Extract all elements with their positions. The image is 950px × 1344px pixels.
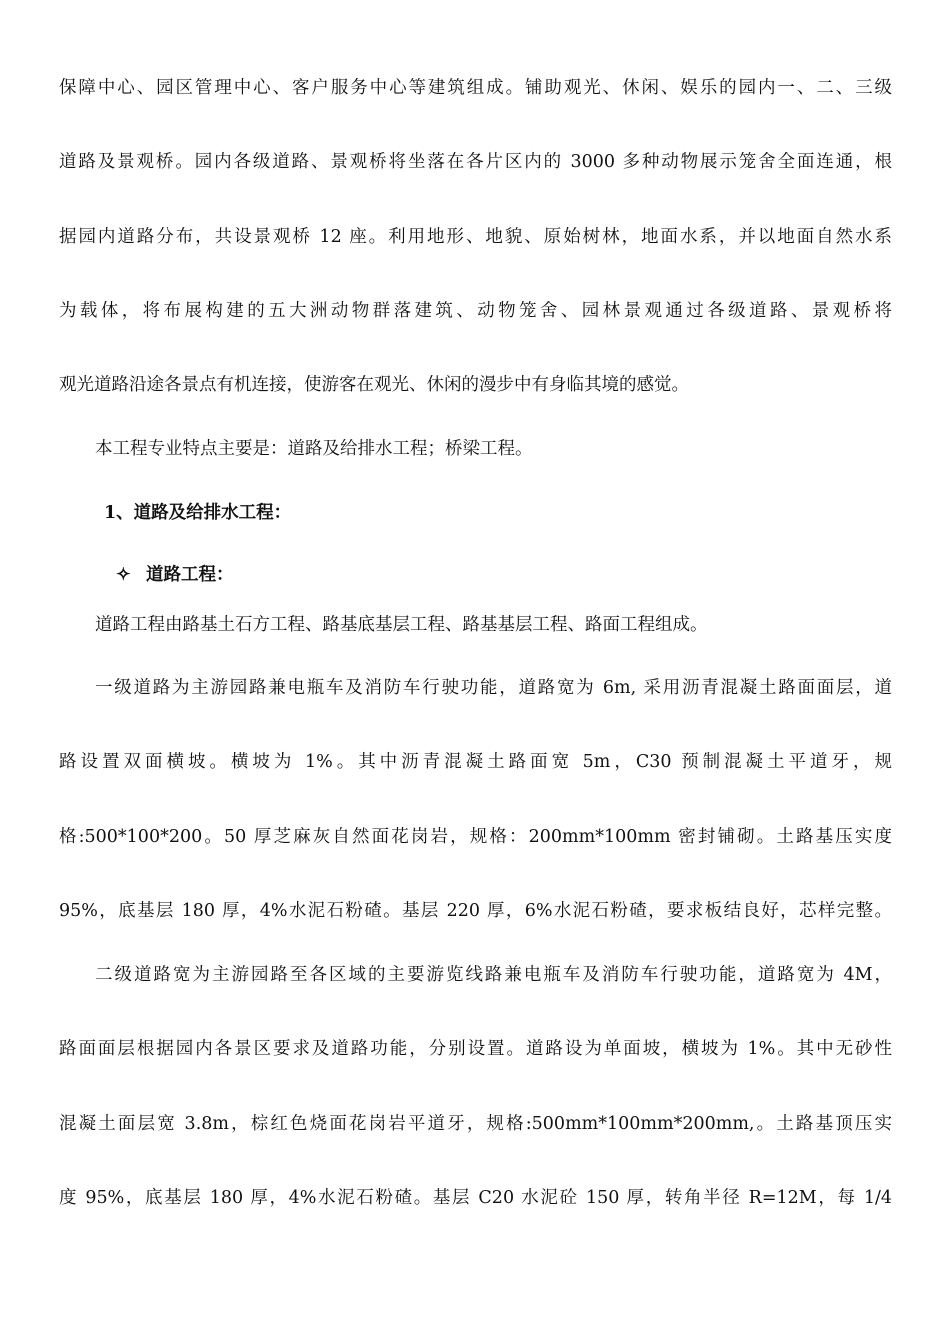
text-line: 保障中心、园区管理中心、客户服务中心等建筑组成。铺助观光、休闲、娱乐的园内一、二、三级 (59, 78, 892, 98)
text-line: 混凝土面层宽 3.8m，棕红色烧面花岗岩平道牙，规格:500mm*100mm*200mm,。土路基顶压实 (59, 1114, 892, 1134)
text-line: 为载体，将布展构建的五大洲动物群落建筑、动物笼舍、园林景观通过各级道路、景观桥将 (59, 301, 892, 321)
text-line: 格:500*100*200。50 厚芝麻灰自然面花岗岩，规格：200mm*100mm 密封铺砌。土路基压实度 (59, 827, 892, 847)
section-heading: 1、道路及给排水工程： (104, 503, 292, 523)
text-line: 本工程专业特点主要是：道路及给排水工程；桥梁工程。 (95, 439, 533, 459)
text-line: 据园内道路分布，共设景观桥 12 座。利用地形、地貌、原始树林，地面水系，并以地面自然水系 (59, 227, 892, 247)
text-line: 二级道路宽为主游园路至各区域的主要游览线路兼电瓶车及消防车行驶功能，道路宽为 4M， (95, 965, 892, 985)
text-line: 道路及景观桥。园内各级道路、景观桥将坐落在各片区内的 3000 多种动物展示笼舍全面连通，根 (59, 152, 892, 172)
text-line: 一级道路为主游园路兼电瓶车及消防车行驶功能，道路宽为 6m, 采用沥青混凝土路面面层，道 (95, 678, 892, 698)
diamond-bullet-icon: ✧ (116, 565, 131, 585)
text-line: 95%，底基层 180 厚，4%水泥石粉碴。基层 220 厚，6%水泥石粉碴，要求板结良好，芯样完整。 (59, 901, 892, 921)
subsection-heading-text: 道路工程： (146, 565, 234, 585)
text-line: 观光道路沿途各景点有机连接，使游客在观光、休闲的漫步中有身临其境的感觉。 (59, 375, 689, 395)
subsection-heading (116, 564, 949, 586)
text-line: 道路工程由路基土石方工程、路基底基层工程、路基基层工程、路面工程组成。 (95, 615, 708, 635)
text-line: 路面面层根据园内各景区要求及道路功能，分别设置。道路设为单面坡，横坡为 1%。其中无砂性 (59, 1039, 892, 1059)
text-line: 路设置双面横坡。横坡为 1%。其中沥青混凝土路面宽 5m，C30 预制混凝土平道牙，规 (59, 752, 892, 772)
text-line: 度 95%，底基层 180 厚，4%水泥石粉碴。基层 C20 水泥砼 150 厚，转角半径 R=12M，每 1/4 (59, 1188, 892, 1208)
